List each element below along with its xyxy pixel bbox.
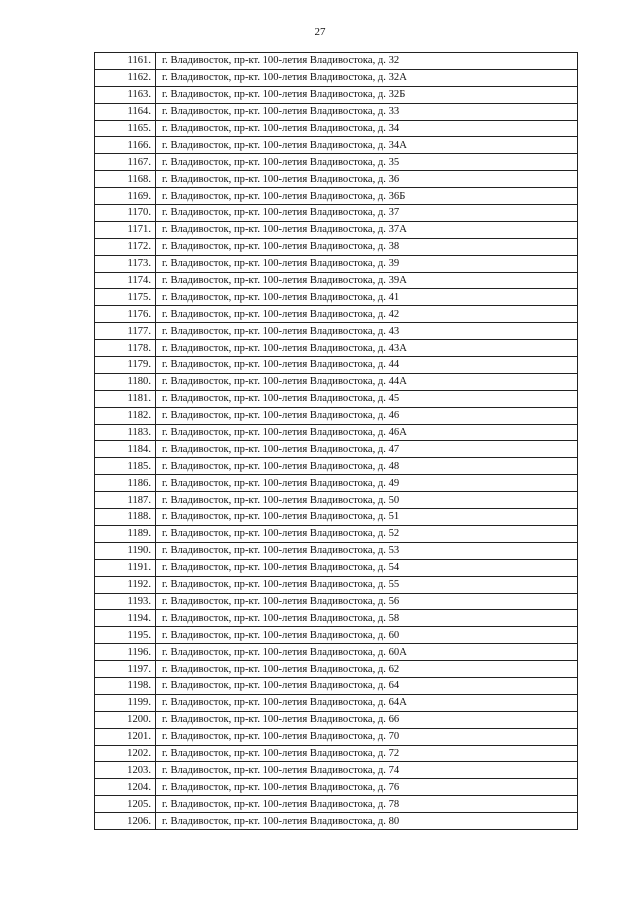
row-number: 1198. [95, 677, 156, 694]
table-row [95, 221, 578, 238]
table-row [95, 525, 578, 542]
address-table [94, 52, 578, 830]
row-address: г. Владивосток, пр-кт. 100-летия Владивостока, д. 72 [156, 745, 578, 762]
row-address: г. Владивосток, пр-кт. 100-летия Владивостока, д. 60А [156, 644, 578, 661]
table-row [95, 542, 578, 559]
row-address: г. Владивосток, пр-кт. 100-летия Владивостока, д. 44А [156, 373, 578, 390]
row-address: г. Владивосток, пр-кт. 100-летия Владивостока, д. 51 [156, 509, 578, 526]
row-number: 1169. [95, 188, 156, 205]
row-number: 1189. [95, 525, 156, 542]
row-number: 1162. [95, 69, 156, 86]
table-row [95, 694, 578, 711]
table-row [95, 306, 578, 323]
table-row [95, 407, 578, 424]
row-address: г. Владивосток, пр-кт. 100-летия Владивостока, д. 78 [156, 796, 578, 813]
row-number: 1168. [95, 171, 156, 188]
table-row [95, 103, 578, 120]
table-row [95, 154, 578, 171]
table-row [95, 272, 578, 289]
row-address: г. Владивосток, пр-кт. 100-летия Владивостока, д. 64 [156, 677, 578, 694]
row-address: г. Владивосток, пр-кт. 100-летия Владивостока, д. 45 [156, 390, 578, 407]
table-row [95, 728, 578, 745]
table-row [95, 323, 578, 340]
row-number: 1206. [95, 813, 156, 830]
row-number: 1161. [95, 53, 156, 70]
row-address: г. Владивосток, пр-кт. 100-летия Владивостока, д. 43А [156, 340, 578, 357]
row-number: 1167. [95, 154, 156, 171]
row-number: 1165. [95, 120, 156, 137]
row-address: г. Владивосток, пр-кт. 100-летия Владивостока, д. 64А [156, 694, 578, 711]
row-address: г. Владивосток, пр-кт. 100-летия Владивостока, д. 53 [156, 542, 578, 559]
row-address: г. Владивосток, пр-кт. 100-летия Владивостока, д. 39А [156, 272, 578, 289]
row-address: г. Владивосток, пр-кт. 100-летия Владивостока, д. 42 [156, 306, 578, 323]
table-row [95, 593, 578, 610]
row-number: 1201. [95, 728, 156, 745]
row-number: 1182. [95, 407, 156, 424]
row-address: г. Владивосток, пр-кт. 100-летия Владивостока, д. 50 [156, 492, 578, 509]
row-number: 1191. [95, 559, 156, 576]
row-address: г. Владивосток, пр-кт. 100-летия Владивостока, д. 32Б [156, 86, 578, 103]
table-row [95, 458, 578, 475]
row-address: г. Владивосток, пр-кт. 100-летия Владивостока, д. 33 [156, 103, 578, 120]
row-number: 1175. [95, 289, 156, 306]
row-address: г. Владивосток, пр-кт. 100-летия Владивостока, д. 55 [156, 576, 578, 593]
table-row [95, 373, 578, 390]
table-row [95, 492, 578, 509]
row-address: г. Владивосток, пр-кт. 100-летия Владивостока, д. 36 [156, 171, 578, 188]
table-row [95, 677, 578, 694]
table-row [95, 53, 578, 70]
row-number: 1171. [95, 221, 156, 238]
table-row [95, 779, 578, 796]
row-address: г. Владивосток, пр-кт. 100-летия Владивостока, д. 35 [156, 154, 578, 171]
row-number: 1177. [95, 323, 156, 340]
table-row [95, 238, 578, 255]
table-row [95, 188, 578, 205]
row-address: г. Владивосток, пр-кт. 100-летия Владивостока, д. 32А [156, 69, 578, 86]
row-number: 1200. [95, 711, 156, 728]
row-address: г. Владивосток, пр-кт. 100-летия Владивостока, д. 39 [156, 255, 578, 272]
row-address: г. Владивосток, пр-кт. 100-летия Владивостока, д. 46 [156, 407, 578, 424]
row-number: 1179. [95, 357, 156, 374]
row-address: г. Владивосток, пр-кт. 100-летия Владивостока, д. 54 [156, 559, 578, 576]
row-address: г. Владивосток, пр-кт. 100-летия Владивостока, д. 70 [156, 728, 578, 745]
row-address: г. Владивосток, пр-кт. 100-летия Владивостока, д. 60 [156, 627, 578, 644]
row-number: 1174. [95, 272, 156, 289]
row-number: 1184. [95, 441, 156, 458]
table-row [95, 576, 578, 593]
row-address: г. Владивосток, пр-кт. 100-летия Владивостока, д. 48 [156, 458, 578, 475]
address-table-body [95, 53, 578, 830]
table-row [95, 137, 578, 154]
row-number: 1204. [95, 779, 156, 796]
table-row [95, 86, 578, 103]
table-row [95, 390, 578, 407]
table-row [95, 627, 578, 644]
row-number: 1194. [95, 610, 156, 627]
row-number: 1203. [95, 762, 156, 779]
row-number: 1172. [95, 238, 156, 255]
row-address: г. Владивосток, пр-кт. 100-летия Владивостока, д. 62 [156, 661, 578, 678]
row-number: 1205. [95, 796, 156, 813]
row-number: 1190. [95, 542, 156, 559]
table-row [95, 424, 578, 441]
row-address: г. Владивосток, пр-кт. 100-летия Владивостока, д. 32 [156, 53, 578, 70]
row-number: 1180. [95, 373, 156, 390]
table-row [95, 813, 578, 830]
row-number: 1176. [95, 306, 156, 323]
table-row [95, 357, 578, 374]
table-row [95, 644, 578, 661]
table-row [95, 205, 578, 222]
row-number: 1193. [95, 593, 156, 610]
table-row [95, 441, 578, 458]
row-address: г. Владивосток, пр-кт. 100-летия Владивостока, д. 47 [156, 441, 578, 458]
table-row [95, 762, 578, 779]
table-row [95, 475, 578, 492]
row-number: 1188. [95, 509, 156, 526]
page-number: 27 [314, 26, 326, 38]
row-number: 1185. [95, 458, 156, 475]
table-row [95, 711, 578, 728]
table-row [95, 796, 578, 813]
row-address: г. Владивосток, пр-кт. 100-летия Владивостока, д. 44 [156, 357, 578, 374]
table-row [95, 559, 578, 576]
table-row [95, 745, 578, 762]
row-address: г. Владивосток, пр-кт. 100-летия Владивостока, д. 80 [156, 813, 578, 830]
table-row [95, 340, 578, 357]
row-number: 1163. [95, 86, 156, 103]
row-number: 1197. [95, 661, 156, 678]
table-row [95, 255, 578, 272]
row-number: 1192. [95, 576, 156, 593]
row-number: 1164. [95, 103, 156, 120]
row-address: г. Владивосток, пр-кт. 100-летия Владивостока, д. 37 [156, 205, 578, 222]
row-number: 1183. [95, 424, 156, 441]
row-number: 1166. [95, 137, 156, 154]
row-address: г. Владивосток, пр-кт. 100-летия Владивостока, д. 41 [156, 289, 578, 306]
row-address: г. Владивосток, пр-кт. 100-летия Владивостока, д. 58 [156, 610, 578, 627]
row-number: 1178. [95, 340, 156, 357]
row-address: г. Владивосток, пр-кт. 100-летия Владивостока, д. 76 [156, 779, 578, 796]
row-address: г. Владивосток, пр-кт. 100-летия Владивостока, д. 34 [156, 120, 578, 137]
row-number: 1187. [95, 492, 156, 509]
row-address: г. Владивосток, пр-кт. 100-летия Владивостока, д. 52 [156, 525, 578, 542]
row-number: 1196. [95, 644, 156, 661]
row-number: 1186. [95, 475, 156, 492]
row-address: г. Владивосток, пр-кт. 100-летия Владивостока, д. 46А [156, 424, 578, 441]
row-address: г. Владивосток, пр-кт. 100-летия Владивостока, д. 56 [156, 593, 578, 610]
row-address: г. Владивосток, пр-кт. 100-летия Владивостока, д. 36Б [156, 188, 578, 205]
row-address: г. Владивосток, пр-кт. 100-летия Владивостока, д. 49 [156, 475, 578, 492]
row-address: г. Владивосток, пр-кт. 100-летия Владивостока, д. 43 [156, 323, 578, 340]
row-number: 1195. [95, 627, 156, 644]
row-number: 1202. [95, 745, 156, 762]
table-row [95, 120, 578, 137]
row-address: г. Владивосток, пр-кт. 100-летия Владивостока, д. 37А [156, 221, 578, 238]
row-number: 1173. [95, 255, 156, 272]
table-row [95, 661, 578, 678]
row-number: 1170. [95, 205, 156, 222]
row-address: г. Владивосток, пр-кт. 100-летия Владивостока, д. 38 [156, 238, 578, 255]
row-address: г. Владивосток, пр-кт. 100-летия Владивостока, д. 34А [156, 137, 578, 154]
row-address: г. Владивосток, пр-кт. 100-летия Владивостока, д. 74 [156, 762, 578, 779]
row-number: 1181. [95, 390, 156, 407]
table-row [95, 610, 578, 627]
table-row [95, 289, 578, 306]
table-row [95, 171, 578, 188]
table-row [95, 69, 578, 86]
row-number: 1199. [95, 694, 156, 711]
row-address: г. Владивосток, пр-кт. 100-летия Владивостока, д. 66 [156, 711, 578, 728]
table-row [95, 509, 578, 526]
